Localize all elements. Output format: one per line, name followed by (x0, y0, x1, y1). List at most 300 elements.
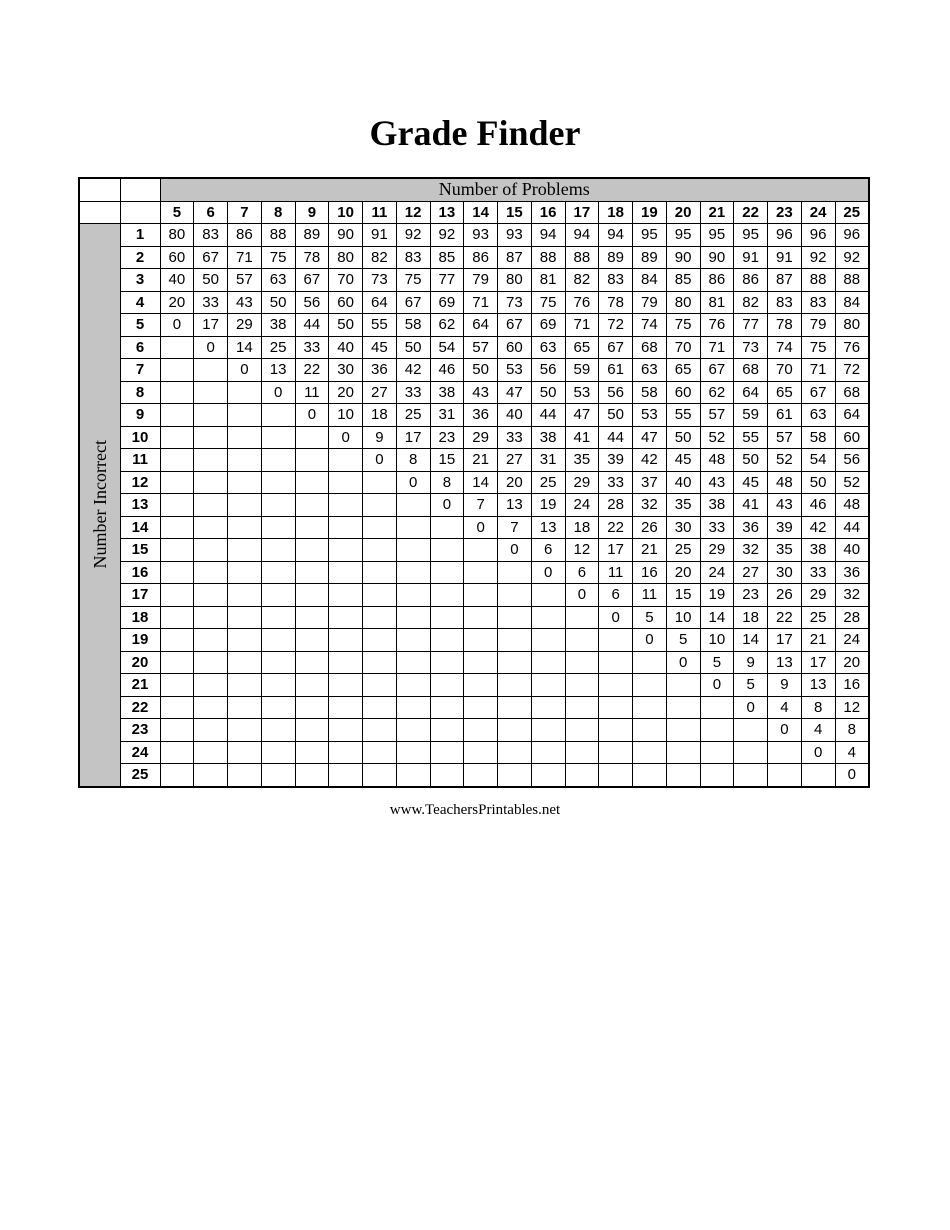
grade-cell: 73 (734, 336, 768, 359)
grade-cell: 43 (768, 494, 802, 517)
grade-cell: 85 (666, 269, 700, 292)
grade-cell: 43 (700, 471, 734, 494)
grade-cell: 4 (768, 696, 802, 719)
grade-cell: 17 (801, 651, 835, 674)
grade-cell: 20 (666, 561, 700, 584)
grade-cell (228, 539, 262, 562)
grade-cell: 55 (734, 426, 768, 449)
grade-cell: 38 (531, 426, 565, 449)
grade-cell: 50 (396, 336, 430, 359)
grade-cell: 0 (666, 651, 700, 674)
col-header-19: 19 (633, 201, 667, 224)
grade-cell (396, 741, 430, 764)
grade-cell: 82 (565, 269, 599, 292)
grade-cell (464, 606, 498, 629)
col-header-12: 12 (396, 201, 430, 224)
grade-cell: 14 (700, 606, 734, 629)
grade-cell: 71 (700, 336, 734, 359)
grade-cell (160, 426, 194, 449)
grade-cell (194, 561, 228, 584)
grade-cell (430, 584, 464, 607)
grade-cell: 53 (633, 404, 667, 427)
grade-cell: 83 (599, 269, 633, 292)
grade-cell: 67 (801, 381, 835, 404)
grade-cell (160, 651, 194, 674)
grade-cell: 91 (734, 246, 768, 269)
col-header-24: 24 (801, 201, 835, 224)
grade-cell: 8 (801, 696, 835, 719)
grade-cell: 40 (498, 404, 532, 427)
page-title: Grade Finder (369, 113, 581, 153)
grade-cell: 88 (835, 269, 869, 292)
grade-cell: 95 (666, 224, 700, 247)
grade-cell: 48 (768, 471, 802, 494)
grade-cell: 29 (801, 584, 835, 607)
grade-cell: 36 (734, 516, 768, 539)
grade-cell: 77 (734, 314, 768, 337)
grade-cell (194, 471, 228, 494)
grade-cell: 33 (498, 426, 532, 449)
grade-cell: 56 (531, 359, 565, 382)
col-header-16: 16 (531, 201, 565, 224)
grade-cell: 67 (396, 291, 430, 314)
grade-cell (396, 651, 430, 674)
grade-cell (261, 629, 295, 652)
grade-cell: 70 (666, 336, 700, 359)
grade-cell (160, 516, 194, 539)
grade-cell: 64 (835, 404, 869, 427)
grade-cell: 12 (565, 539, 599, 562)
grade-cell: 0 (835, 764, 869, 787)
grade-cell: 54 (430, 336, 464, 359)
grade-cell: 20 (835, 651, 869, 674)
grade-cell: 84 (835, 291, 869, 314)
grade-cell: 28 (835, 606, 869, 629)
grade-cell: 23 (430, 426, 464, 449)
grade-cell (295, 494, 329, 517)
grade-cell (363, 629, 397, 652)
grade-cell: 67 (599, 336, 633, 359)
grade-cell (329, 719, 363, 742)
grade-cell: 17 (396, 426, 430, 449)
grade-cell: 83 (194, 224, 228, 247)
grade-cell: 43 (228, 291, 262, 314)
grade-cell: 16 (835, 674, 869, 697)
grade-cell: 95 (700, 224, 734, 247)
grade-cell: 52 (835, 471, 869, 494)
grade-cell: 24 (835, 629, 869, 652)
grade-cell: 86 (228, 224, 262, 247)
grade-cell: 63 (261, 269, 295, 292)
grade-cell: 88 (565, 246, 599, 269)
grade-cell (194, 696, 228, 719)
grade-cell: 18 (734, 606, 768, 629)
grade-cell: 88 (801, 269, 835, 292)
grade-cell (396, 674, 430, 697)
grade-cell (160, 539, 194, 562)
grade-cell: 73 (498, 291, 532, 314)
grade-cell (633, 741, 667, 764)
grade-cell (363, 561, 397, 584)
row-header-20: 20 (120, 651, 160, 674)
grade-cell: 82 (363, 246, 397, 269)
grade-cell: 6 (531, 539, 565, 562)
grade-cell: 83 (768, 291, 802, 314)
col-header-14: 14 (464, 201, 498, 224)
grade-cell (565, 764, 599, 787)
grade-cell: 23 (734, 584, 768, 607)
grade-cell (160, 606, 194, 629)
grade-cell: 38 (801, 539, 835, 562)
col-header-25: 25 (835, 201, 869, 224)
grade-cell: 39 (768, 516, 802, 539)
grade-cell: 11 (599, 561, 633, 584)
grade-cell (261, 764, 295, 787)
grade-cell (194, 651, 228, 674)
grade-cell: 39 (599, 449, 633, 472)
grade-cell: 50 (599, 404, 633, 427)
grade-cell: 50 (531, 381, 565, 404)
grade-cell (396, 494, 430, 517)
grade-cell (194, 494, 228, 517)
grade-cell: 64 (363, 291, 397, 314)
grade-cell (363, 764, 397, 787)
grade-cell (633, 674, 667, 697)
grade-cell (363, 606, 397, 629)
grade-cell (599, 764, 633, 787)
grade-cell (160, 359, 194, 382)
grade-cell (498, 606, 532, 629)
grade-cell: 30 (768, 561, 802, 584)
grade-cell: 45 (666, 449, 700, 472)
grade-cell: 60 (160, 246, 194, 269)
grade-cell (633, 764, 667, 787)
grade-cell: 42 (633, 449, 667, 472)
grade-cell: 33 (295, 336, 329, 359)
col-header-9: 9 (295, 201, 329, 224)
grade-cell (228, 516, 262, 539)
grade-cell: 25 (396, 404, 430, 427)
grade-cell (160, 561, 194, 584)
grade-cell: 64 (464, 314, 498, 337)
grade-cell: 84 (633, 269, 667, 292)
grade-cell: 63 (633, 359, 667, 382)
grade-cell: 87 (498, 246, 532, 269)
row-header-2: 2 (120, 246, 160, 269)
grade-cell: 76 (835, 336, 869, 359)
col-header-13: 13 (430, 201, 464, 224)
grade-cell: 0 (734, 696, 768, 719)
grade-cell: 86 (734, 269, 768, 292)
grade-cell: 95 (633, 224, 667, 247)
grade-cell: 56 (599, 381, 633, 404)
grade-cell (160, 629, 194, 652)
grade-cell: 33 (801, 561, 835, 584)
grade-cell: 53 (565, 381, 599, 404)
grade-cell: 28 (599, 494, 633, 517)
col-header-11: 11 (363, 201, 397, 224)
grade-cell (261, 674, 295, 697)
grade-cell: 90 (329, 224, 363, 247)
grade-cell: 89 (599, 246, 633, 269)
grade-cell (734, 719, 768, 742)
grade-cell: 72 (835, 359, 869, 382)
grade-cell (768, 764, 802, 787)
grade-cell (329, 606, 363, 629)
grade-cell: 74 (768, 336, 802, 359)
row-header-3: 3 (120, 269, 160, 292)
grade-cell (430, 696, 464, 719)
grade-cell: 4 (801, 719, 835, 742)
grade-cell (498, 764, 532, 787)
grade-cell (633, 696, 667, 719)
grade-cell (329, 494, 363, 517)
grade-cell (194, 449, 228, 472)
grade-cell: 54 (801, 449, 835, 472)
grade-cell (498, 696, 532, 719)
grade-cell (430, 741, 464, 764)
grade-cell: 58 (633, 381, 667, 404)
grade-cell (531, 719, 565, 742)
grade-cell (396, 696, 430, 719)
grade-cell (464, 674, 498, 697)
grade-cell: 80 (498, 269, 532, 292)
grade-cell: 45 (734, 471, 768, 494)
grade-cell: 71 (565, 314, 599, 337)
grade-cell: 25 (261, 336, 295, 359)
row-header-21: 21 (120, 674, 160, 697)
grade-cell (329, 539, 363, 562)
grade-cell: 0 (160, 314, 194, 337)
grade-cell (430, 539, 464, 562)
grade-cell: 63 (801, 404, 835, 427)
grade-cell (160, 741, 194, 764)
grade-cell (160, 381, 194, 404)
grade-cell: 22 (768, 606, 802, 629)
grade-cell (363, 584, 397, 607)
grade-cell: 79 (633, 291, 667, 314)
col-header-8: 8 (261, 201, 295, 224)
grade-cell: 89 (295, 224, 329, 247)
grade-cell: 27 (363, 381, 397, 404)
row-header-15: 15 (120, 539, 160, 562)
grade-cell: 8 (396, 449, 430, 472)
grade-cell: 6 (599, 584, 633, 607)
grade-cell: 92 (801, 246, 835, 269)
grade-cell: 75 (261, 246, 295, 269)
grade-cell (160, 674, 194, 697)
grade-cell: 29 (700, 539, 734, 562)
grade-cell: 13 (801, 674, 835, 697)
grade-cell: 26 (633, 516, 667, 539)
grade-cell: 14 (464, 471, 498, 494)
grade-cell (363, 719, 397, 742)
grade-cell: 92 (835, 246, 869, 269)
grade-cell (194, 629, 228, 652)
grade-cell: 0 (700, 674, 734, 697)
grade-cell: 5 (700, 651, 734, 674)
grade-cell (329, 629, 363, 652)
grade-cell (194, 764, 228, 787)
grade-cell: 20 (160, 291, 194, 314)
grade-cell: 60 (329, 291, 363, 314)
row-header-8: 8 (120, 381, 160, 404)
grade-cell (498, 561, 532, 584)
grade-cell (464, 741, 498, 764)
grade-cell (329, 584, 363, 607)
corner-cell (79, 178, 120, 201)
grade-cell (295, 629, 329, 652)
grade-cell (396, 629, 430, 652)
grade-cell (430, 674, 464, 697)
grade-cell (633, 719, 667, 742)
grade-cell: 25 (801, 606, 835, 629)
grade-cell (228, 426, 262, 449)
grade-cell: 14 (228, 336, 262, 359)
grade-cell: 48 (700, 449, 734, 472)
row-header-7: 7 (120, 359, 160, 382)
col-header-10: 10 (329, 201, 363, 224)
grade-cell: 50 (464, 359, 498, 382)
grade-cell: 0 (396, 471, 430, 494)
grade-cell (295, 449, 329, 472)
col-header-17: 17 (565, 201, 599, 224)
grade-cell (228, 494, 262, 517)
grade-cell: 21 (464, 449, 498, 472)
grade-cell (498, 629, 532, 652)
grade-cell: 68 (835, 381, 869, 404)
grade-cell (565, 629, 599, 652)
grade-cell (700, 741, 734, 764)
grade-cell: 93 (498, 224, 532, 247)
grade-cell: 65 (768, 381, 802, 404)
grade-cell (430, 516, 464, 539)
grade-cell (531, 674, 565, 697)
grade-cell (464, 764, 498, 787)
grade-cell (396, 584, 430, 607)
grade-cell: 94 (599, 224, 633, 247)
grade-cell: 94 (565, 224, 599, 247)
grade-cell: 67 (498, 314, 532, 337)
row-header-23: 23 (120, 719, 160, 742)
grade-cell: 14 (734, 629, 768, 652)
grade-cell: 44 (599, 426, 633, 449)
grade-cell: 56 (835, 449, 869, 472)
grade-cell (430, 629, 464, 652)
grade-cell: 75 (396, 269, 430, 292)
grade-cell (160, 471, 194, 494)
grade-cell: 52 (700, 426, 734, 449)
grade-cell: 48 (835, 494, 869, 517)
grade-cell (295, 651, 329, 674)
grade-cell: 29 (464, 426, 498, 449)
grade-cell: 78 (599, 291, 633, 314)
grade-cell: 0 (194, 336, 228, 359)
grade-cell (430, 561, 464, 584)
grade-cell: 44 (531, 404, 565, 427)
grade-cell: 20 (498, 471, 532, 494)
grade-cell: 88 (261, 224, 295, 247)
grade-cell: 20 (329, 381, 363, 404)
grade-cell: 15 (430, 449, 464, 472)
grade-cell: 36 (835, 561, 869, 584)
grade-cell (700, 764, 734, 787)
grade-cell (295, 719, 329, 742)
grade-cell: 25 (666, 539, 700, 562)
grade-cell (396, 561, 430, 584)
grade-cell (565, 606, 599, 629)
grade-cell: 32 (633, 494, 667, 517)
grade-cell: 52 (768, 449, 802, 472)
grade-cell: 32 (734, 539, 768, 562)
incorrect-group-cell (79, 224, 120, 787)
grade-cell: 6 (565, 561, 599, 584)
grade-cell: 21 (801, 629, 835, 652)
grade-cell: 37 (633, 471, 667, 494)
grade-cell (228, 404, 262, 427)
grade-cell: 18 (363, 404, 397, 427)
grade-cell: 38 (261, 314, 295, 337)
grade-cell: 41 (565, 426, 599, 449)
grade-cell: 76 (700, 314, 734, 337)
grade-cell: 7 (464, 494, 498, 517)
grade-cell: 50 (329, 314, 363, 337)
grade-cell (295, 561, 329, 584)
grade-cell: 33 (396, 381, 430, 404)
grade-cell: 27 (498, 449, 532, 472)
grade-cell (228, 561, 262, 584)
grade-cell (363, 651, 397, 674)
row-header-11: 11 (120, 449, 160, 472)
corner-cell (120, 178, 160, 201)
grade-cell: 36 (464, 404, 498, 427)
grade-cell: 71 (464, 291, 498, 314)
grade-cell (261, 539, 295, 562)
grade-cell: 91 (768, 246, 802, 269)
grade-cell: 38 (700, 494, 734, 517)
grade-cell: 24 (565, 494, 599, 517)
grade-cell: 57 (700, 404, 734, 427)
grade-cell (329, 764, 363, 787)
grade-cell: 33 (700, 516, 734, 539)
grade-cell: 90 (700, 246, 734, 269)
grade-cell: 0 (801, 741, 835, 764)
col-header-22: 22 (734, 201, 768, 224)
grade-cell (261, 471, 295, 494)
grade-cell: 80 (329, 246, 363, 269)
grade-cell (430, 764, 464, 787)
grade-cell (599, 629, 633, 652)
grade-cell: 92 (430, 224, 464, 247)
col-header-18: 18 (599, 201, 633, 224)
grade-cell: 71 (228, 246, 262, 269)
grade-cell: 0 (363, 449, 397, 472)
grade-cell (329, 696, 363, 719)
grade-cell: 60 (498, 336, 532, 359)
grade-cell: 0 (329, 426, 363, 449)
grade-cell (498, 651, 532, 674)
grade-cell: 68 (734, 359, 768, 382)
grade-cell: 0 (633, 629, 667, 652)
grade-cell: 16 (633, 561, 667, 584)
grade-cell: 79 (801, 314, 835, 337)
grade-cell: 15 (666, 584, 700, 607)
grade-cell (363, 516, 397, 539)
grade-cell: 82 (734, 291, 768, 314)
col-header-7: 7 (228, 201, 262, 224)
grade-cell (498, 719, 532, 742)
grade-cell (329, 471, 363, 494)
